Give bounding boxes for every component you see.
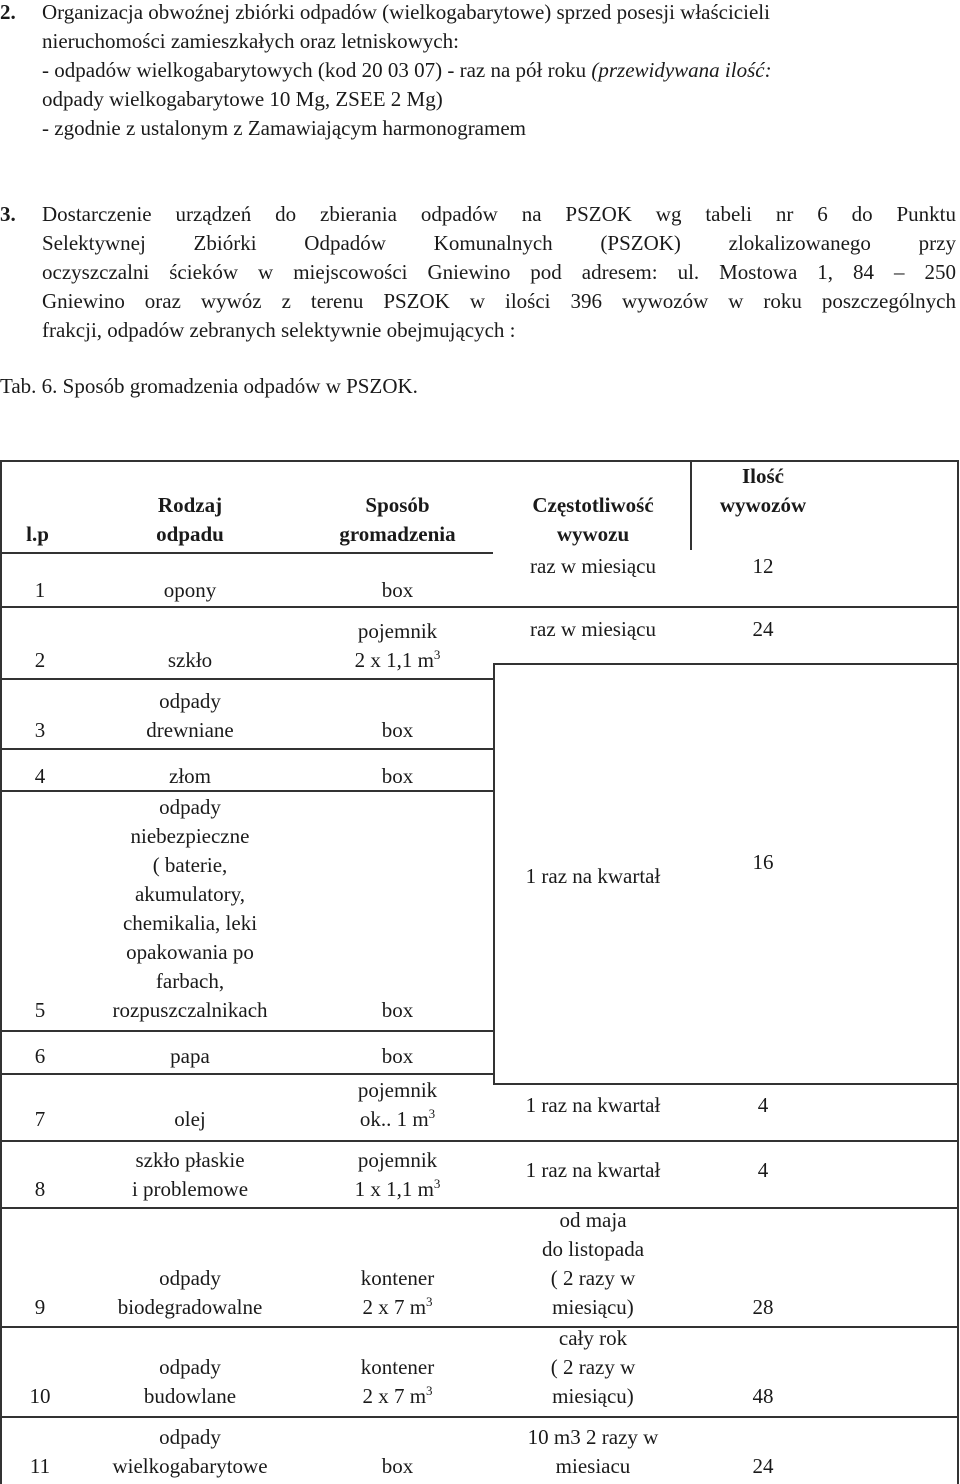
row-9-czestotliwosc-3: ( 2 razy w xyxy=(550,1266,636,1290)
row-11-rodzaj-1: odpady xyxy=(159,1425,221,1449)
section-3-number: 3. xyxy=(0,202,16,226)
row-8-sposob-2 xyxy=(295,1175,500,1204)
row-10-sposob-volume: 2 x 7 m xyxy=(362,1384,427,1408)
row-8-lp: 8 xyxy=(34,1177,46,1201)
header-rodzaj-1: Rodzaj xyxy=(157,493,223,517)
row-9-rodzaj-2: biodegradowalne xyxy=(117,1295,263,1319)
row-11-czestotliwosc-2: miesiacu xyxy=(555,1454,631,1478)
row-8-czestotliwosc: 1 raz na kwartał xyxy=(525,1158,661,1182)
row-3-rodzaj-1: odpady xyxy=(159,689,221,713)
section-3-line-5: frakcji, odpadów zebranych selektywnie obejmujących : xyxy=(42,318,516,342)
row-separator xyxy=(493,606,959,608)
header-lp: l.p xyxy=(26,522,49,546)
row-1-rodzaj: opony xyxy=(163,578,217,602)
row-10-rodzaj-1: odpady xyxy=(159,1355,221,1379)
row-9-rodzaj-1: odpady xyxy=(159,1266,221,1290)
row-separator xyxy=(0,1207,959,1209)
row-11-czestotliwosc-1: 10 m3 2 razy w xyxy=(527,1425,659,1449)
row-7-czestotliwosc: 1 raz na kwartał xyxy=(525,1093,661,1117)
row-3-lp: 3 xyxy=(34,718,46,742)
header-rodzaj-2: odpadu xyxy=(156,522,224,546)
row-2-sposob-exp: 3 xyxy=(433,647,441,662)
section-2-line-3-italic: (przewidywana ilość: xyxy=(591,58,772,82)
section-2-line-3-text: - odpadów wielkogabarytowych (kod 20 03 07) - raz na pół roku xyxy=(42,58,592,82)
row-6-sposob: box xyxy=(381,1044,414,1068)
section-2-line-2: nieruchomości zamieszkałych oraz letniskowych: xyxy=(42,29,459,53)
row-7-sposob-2 xyxy=(295,1105,500,1134)
row-9-czestotliwosc-1: od maja xyxy=(559,1208,627,1232)
row-10-czestotliwosc-2: ( 2 razy w xyxy=(550,1355,636,1379)
row-10-sposob-1: kontener xyxy=(360,1355,435,1379)
row-4-rodzaj: złom xyxy=(169,764,211,788)
row-5-rodzaj-3: ( baterie, xyxy=(152,853,228,877)
section-2-number: 2. xyxy=(0,0,16,24)
row-3-rodzaj-2: drewniane xyxy=(146,718,234,742)
section-2-line-4: odpady wielkogabarytowe 10 Mg, ZSEE 2 Mg) xyxy=(42,87,443,111)
row-5-sposob: box xyxy=(381,998,414,1022)
row-9-sposob-1: kontener xyxy=(360,1266,435,1290)
row-2-sposob-volume: 2 x 1,1 m xyxy=(354,648,434,672)
row-5-rodzaj-5: chemikalia, leki xyxy=(122,911,258,935)
row-separator xyxy=(0,1326,959,1328)
row-3-sposob: box xyxy=(381,718,414,742)
header-sposob-1: Sposób xyxy=(365,493,430,517)
row-8-sposob-volume: 1 x 1,1 m xyxy=(354,1177,434,1201)
section-3-line-4: Gniewino oraz wywóz z terenu PSZOK w ilości 396 wywozów w roku poszczególnych xyxy=(42,289,956,313)
row-7-sposob-volume: ok.. 1 m xyxy=(359,1107,429,1131)
row-10-ilosc: 48 xyxy=(752,1384,774,1408)
table-border-right xyxy=(957,460,959,1484)
row-8-sposob-1: pojemnik xyxy=(357,1148,438,1172)
row-11-lp: 11 xyxy=(29,1454,51,1478)
row-1-sposob: box xyxy=(381,578,414,602)
row-separator xyxy=(0,1030,493,1032)
row-7-sposob-1: pojemnik xyxy=(357,1078,438,1102)
row-10-czestotliwosc-3: miesiącu) xyxy=(552,1384,634,1408)
row-8-ilosc: 4 xyxy=(757,1158,769,1182)
section-3-text-1: Dostarczenie urządzeń do zbierania odpadów na PSZOK wg tabeli nr 6 do Punktu xyxy=(42,202,956,226)
row-2-sposob-2 xyxy=(295,646,500,675)
header-ilosc-1: Ilość xyxy=(742,464,784,488)
group-ilosc: 16 xyxy=(752,850,774,874)
header-czestotliwosc-2: wywozu xyxy=(556,522,630,546)
row-5-rodzaj-6: opakowania po xyxy=(126,940,254,964)
row-10-sposob-2 xyxy=(295,1382,500,1411)
row-6-lp: 6 xyxy=(34,1044,46,1068)
row-separator xyxy=(0,1073,493,1075)
row-4-lp: 4 xyxy=(34,764,46,788)
row-5-rodzaj-2: niebezpieczne xyxy=(130,824,250,848)
row-9-sposob-exp: 3 xyxy=(426,1294,433,1309)
row-8-sposob-exp: 3 xyxy=(433,1176,441,1191)
row-10-czestotliwosc-1: cały rok xyxy=(558,1326,628,1350)
row-5-rodzaj-1: odpady xyxy=(159,795,221,819)
row-9-sposob-volume: 2 x 7 m xyxy=(362,1295,427,1319)
header-ilosc-2: wywozów xyxy=(719,493,807,517)
row-9-sposob-2 xyxy=(295,1293,500,1322)
row-separator xyxy=(0,552,493,554)
row-2-czestotliwosc: raz w miesiącu xyxy=(530,617,656,641)
group-czestotliwosc: 1 raz na kwartał xyxy=(525,864,661,888)
row-5-rodzaj-4: akumulatory, xyxy=(134,882,246,906)
row-8-rodzaj-1: szkło płaskie xyxy=(135,1148,245,1172)
row-2-lp: 2 xyxy=(34,648,46,672)
row-11-ilosc: 24 xyxy=(752,1454,774,1478)
row-11-sposob: box xyxy=(381,1454,414,1478)
row-2-ilosc: 24 xyxy=(752,617,774,641)
row-10-rodzaj-2: budowlane xyxy=(143,1384,237,1408)
row-1-lp: 1 xyxy=(34,578,46,602)
row-2-rodzaj: szkło xyxy=(167,648,213,672)
row-5-rodzaj-7: farbach, xyxy=(155,969,225,993)
row-9-lp: 9 xyxy=(34,1295,46,1319)
row-2-sposob-1: pojemnik xyxy=(357,619,438,643)
row-9-czestotliwosc-4: miesiącu) xyxy=(552,1295,634,1319)
section-3-line-3: oczyszczalni ścieków w miejscowości Gniewino pod adresem: ul. Mostowa 1, 84 – 250 xyxy=(42,260,956,284)
row-6-rodzaj: papa xyxy=(170,1044,210,1068)
header-sposob-2: gromadzenia xyxy=(339,522,456,546)
row-9-czestotliwosc-2: do listopada xyxy=(541,1237,645,1261)
row-5-rodzaj-8: rozpuszczalnikach xyxy=(112,998,268,1022)
row-1-czestotliwosc: raz w miesiącu xyxy=(530,554,656,578)
row-7-lp: 7 xyxy=(34,1107,46,1131)
table-caption: Tab. 6. Sposób gromadzenia odpadów w PSZOK. xyxy=(0,374,418,398)
row-separator xyxy=(0,678,493,680)
section-3-line-1 xyxy=(0,199,960,229)
row-separator xyxy=(0,1416,959,1418)
row-separator xyxy=(0,748,493,750)
row-separator xyxy=(493,663,959,665)
row-11-rodzaj-2: wielkogabarytowe xyxy=(112,1454,268,1478)
section-2-line-1 xyxy=(0,0,770,27)
row-10-sposob-exp: 3 xyxy=(426,1383,433,1398)
section-3-line-2: Selektywnej Zbiórki Odpadów Komunalnych (PSZOK) zlokalizowanego przy xyxy=(42,231,956,255)
row-8-rodzaj-2: i problemowe xyxy=(131,1177,249,1201)
table-border-left xyxy=(0,460,2,1484)
row-9-ilosc: 28 xyxy=(752,1295,774,1319)
section-2-line-3 xyxy=(42,55,772,85)
row-7-sposob-exp: 3 xyxy=(428,1106,436,1121)
section-2-text: Organizacja obwoźnej zbiórki odpadów (wielkogabarytowe) sprzed posesji właścicieli xyxy=(42,0,770,24)
row-1-ilosc: 12 xyxy=(752,554,774,578)
row-10-lp: 10 xyxy=(29,1384,51,1408)
section-2-line-5: - zgodnie z ustalonym z Zamawiającym harmonogramem xyxy=(42,116,526,140)
row-5-lp: 5 xyxy=(34,998,46,1022)
row-separator xyxy=(0,606,493,608)
row-separator xyxy=(0,1140,959,1142)
row-7-rodzaj: olej xyxy=(174,1107,206,1131)
row-4-sposob: box xyxy=(381,764,414,788)
header-czestotliwosc-1: Częstotliwość xyxy=(532,493,654,517)
row-7-ilosc: 4 xyxy=(757,1093,769,1117)
group-border-bottom xyxy=(493,1083,959,1085)
